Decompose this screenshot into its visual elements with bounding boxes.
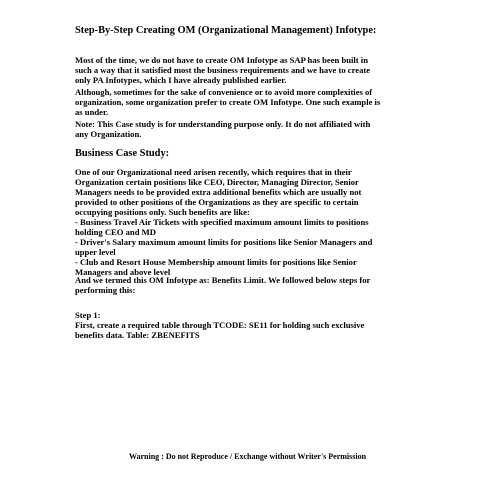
step1-line: benefits data. Table: ZBENEFITS: [75, 330, 200, 340]
although-line: Although, sometimes for the sake of convenience or to avoid more complexities of: [75, 87, 373, 97]
intro-line: only PA Infotypes, which I have already published earlier.: [75, 75, 287, 85]
case-line: occupying positions only. Such benefits are like:: [75, 207, 250, 217]
intro-line: Most of the time, we do not have to create OM Infotype as SAP has been built in: [75, 55, 368, 65]
step1-line: First, create a required table through TCODE: SE11 for holding such exclusive: [75, 320, 365, 330]
case-line: - Business Travel Air Tickets with specified maximum amount limits to positions: [75, 217, 369, 227]
warning-footer: Warning : Do not Reproduce / Exchange without Writer's Permission: [128, 452, 367, 461]
case-line: holding CEO and MD: [75, 227, 156, 237]
case-study-heading: Business Case Study:: [75, 148, 170, 159]
note-paragraph: [75, 119, 435, 139]
document-title: Step-By-Step Creating OM (Organizational Management) Infotype:: [75, 25, 377, 36]
case-line: provided to other positions of the Organizations as they are specific to certain: [75, 197, 359, 207]
step1-paragraph: [75, 310, 435, 340]
although-line: organization, some organization prefer to create OM Infotype. One such example is: [75, 97, 381, 107]
case-line: One of our Organizational need arisen recently, which requires that in their: [75, 167, 352, 177]
note-line: Note: This Case study is for understanding purpose only. It do not affiliated with: [75, 119, 371, 129]
termed-paragraph: [75, 275, 435, 295]
case-line: Managers and above level: [75, 267, 171, 277]
intro-line: such a way that it satisfied most the business requirements and we have to create: [75, 65, 371, 75]
although-line: as under.: [75, 107, 109, 117]
termed-line: And we termed this OM Infotype as: Benefits Limit. We followed below steps for: [75, 275, 371, 285]
case-study-paragraph: [75, 167, 435, 277]
case-line: - Club and Resort House Membership amount limits for positions like Senior: [75, 257, 357, 267]
although-paragraph: [75, 87, 435, 117]
intro-paragraph: [75, 55, 435, 85]
termed-line: performing this:: [75, 285, 136, 295]
case-line: Organization certain positions like CEO, Director, Managing Director, Senior: [75, 177, 359, 187]
case-line: Managers needs to be provided extra additional benefits which are usually not: [75, 187, 362, 197]
note-line: any Organization.: [75, 129, 142, 139]
case-line: - Driver's Salary maximum amount limits for positions like Senior Managers and: [75, 237, 373, 247]
step1-line: Step 1:: [75, 310, 101, 320]
case-line: upper level: [75, 247, 116, 257]
